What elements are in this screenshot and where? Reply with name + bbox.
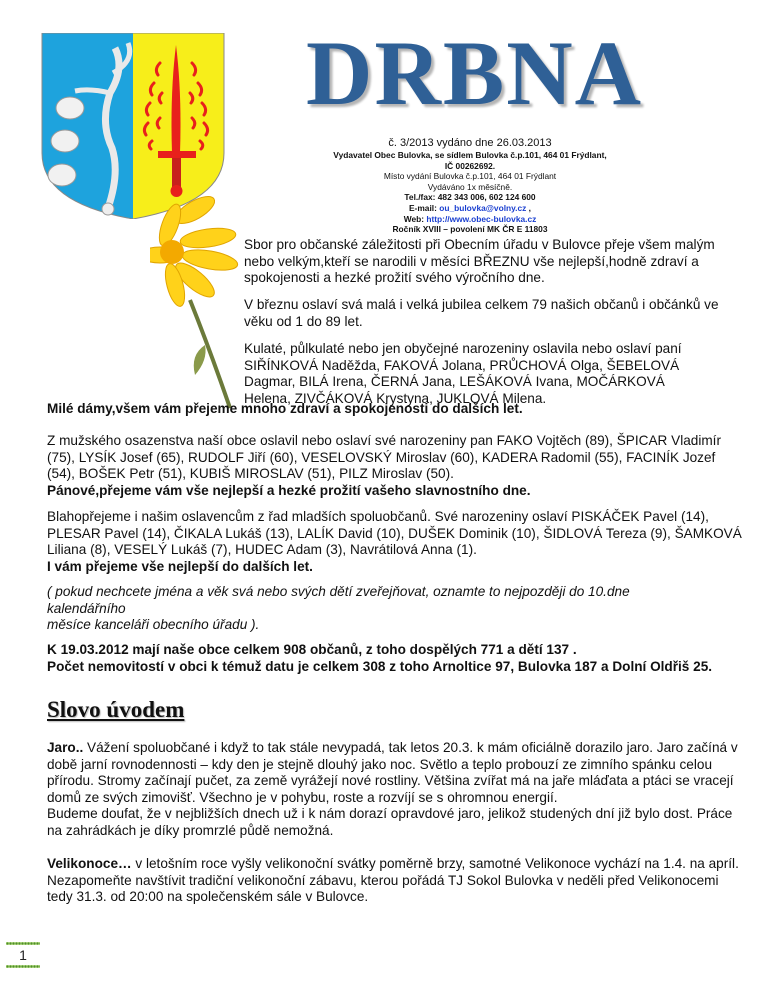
children-birthdays-block [47,509,747,575]
flower-image [150,180,255,415]
page-number-footer [6,942,40,968]
easter-lead: Velikonoce… [47,856,132,871]
publisher-line: Vydavatel Obec Bulovka, se sídlem Bulovka č.p.101, 464 01 Frýdlant, [333,150,607,160]
issue-line: č. 3/2013 vydáno dne 26.03.2013 [388,137,552,149]
email-link[interactable]: ou_bulovka@volny.cz [439,202,527,213]
privacy-note-line: kalendářního [47,600,126,616]
children-wish: I vám přejeme vše nejlepší do dalších let. [47,558,313,574]
jubilee-count-paragraph: V březnu oslaví svá malá i velká jubilea celkem 79 našich občanů i občánků ve věku od 1 do 89 let. [244,297,719,329]
web-line [300,214,640,225]
easter-text: v letošním roce vyšly velikonoční svátky poměrně brzy, samotné Velikonoce vychází na 1.4. na apríl. Nezapomeňte navštívit tradiční velikonoční zábavu, kterou pořádá TJ Sokol Bulovka v neděli před Velikonocemi tedy 31.3. od 20:00 na společenském sále v Bulovce. [47,856,739,904]
imprint-block [300,137,640,235]
spring-paragraph [47,740,747,806]
women-wish: Milé dámy,všem vám přejeme mnoho zdraví a spokojenosti do dalších let. [47,401,523,416]
phone-line: Tel./fax: 482 343 006, 602 124 600 [404,192,536,203]
spring-article [47,740,747,839]
population-line: K 19.03.2012 mají naše obce celkem 908 občanů, z toho dospělých 771 a dětí 137 . [47,642,577,657]
newsletter-title: DRBNA [306,22,644,124]
web-link[interactable]: http://www.obec-bulovka.cz [426,213,537,224]
frequency-line: Vydáváno 1x měsíčně. [427,181,513,192]
page-rule-bottom [6,965,40,968]
easter-article [47,856,747,906]
email-line [300,203,640,214]
men-birthdays-paragraph: Z mužského osazenstva naší obce oslavil nebo oslaví své narozeniny pan FAKO Vojtěch (89), ŠPICAR Vladimír (75), LYSÍK Josef (65), RUDOLF Jiří (60), VESELOVSKÝ Miroslav (60), KADERA Radomil (55), FACINÍK Jozef (54), BOŠEK Petr (51), KUBIŠ MIROSLAV (51), PILZ Miroslav (50). [47,433,721,481]
spring-lead: Jaro.. [47,740,84,755]
page-number: 1 [19,947,27,963]
spring-text: Vážení spoluobčané i když to tak stále nevypadá, tak letos 20.3. k mám oficiálně dorazilo jaro. Jaro začíná v době jarní rovnodennosti – kdy den je stejně dlouhý jako noc. Světlo a teplo probouzí ze zimního spánku celou přírodu. Stromy začínají pučet, za země vyrážejí nové rostliny. Většina zvířat má na jaře mláďata a ptáci se vracejí domů ze svých zimovišť. Všechno je v pohybu, roste a rozvíjí se s ohromnou energií. [47,740,738,805]
children-birthdays-paragraph: Blahopřejeme i našim oslavencům z řad mladších spoluobčanů. Své narozeniny oslaví PISKÁČEK Pavel (14), PLESAR Pavel (14), ČIKALA Lukáš (13), LALÍK David (10), DUŠEK Dominik (10), ŠIDLOVÁ Tereza (9), ŠAMKOVÁ Liliana (8), VESELÝ Lukáš (7), HUDEC Adam (3), Navrátilová Anna (1). [47,509,742,557]
registration-line: Ročník XVIII – povolení MK ČR E 11803 [392,224,548,235]
privacy-note-line: ( pokud nechcete jména a věk svá nebo svých dětí zveřejňovat, oznamte to nejpozději do 10.dne [47,584,630,599]
email-suffix: , [526,202,532,213]
property-line: Počet nemovitostí v obci k témuž datu je celkem 308 z toho Arnoltice 97, Bulovka 187 a Dolní Oldřiš 25. [47,658,713,674]
men-birthdays-block [47,433,747,499]
masthead [300,22,644,124]
section-heading: Slovo úvodem [47,697,185,722]
email-label: E-mail: [408,202,440,213]
men-wish: Pánové,přejeme vám vše nejlepší a hezké prožití vašeho slavnostního dne. [47,482,531,498]
place-line: Místo vydání Bulovka č.p.101, 464 01 Frýdlant [383,171,557,182]
web-label: Web: [403,213,427,224]
privacy-note-line: měsíce kanceláři obecního úřadu ). [47,617,260,632]
ico-line: IČ 00262692. [444,160,496,171]
greeting-paragraph: Sbor pro občanské záležitosti při Obecním úřadu v Bulovce přeje všem malým nebo velkým,kteří se narodili v měsíci BŘEZNU vše nejlepší,hodně zdraví a spokojenosti a hezké prožití svého výročního dne. [244,237,715,285]
privacy-note [47,584,747,634]
population-stats [47,642,747,675]
spring-paragraph-2: Budeme doufat, že v nejbližších dnech už i k nám dorazí opravdové jaro, jelikož studených dní již bylo dost. Práce na zahrádkách je díky promrzlé půdě nemožná. [47,806,733,838]
women-birthdays-paragraph: Kulaté, půlkulaté nebo jen obyčejné narozeniny oslavila nebo oslaví paní SIŘÍNKOVÁ Naděžda, FAKOVÁ Jolana, PRŮCHOVÁ Olga, ŠEBELOVÁ Dagmar, BILÁ Irena, ČERNÁ Jana, LEŠÁKOVÁ Ivana, MOČÁRKOVÁ Helena, ZIVČÁKOVÁ Krystyna, JUKLOVÁ Milena. [244,341,682,406]
